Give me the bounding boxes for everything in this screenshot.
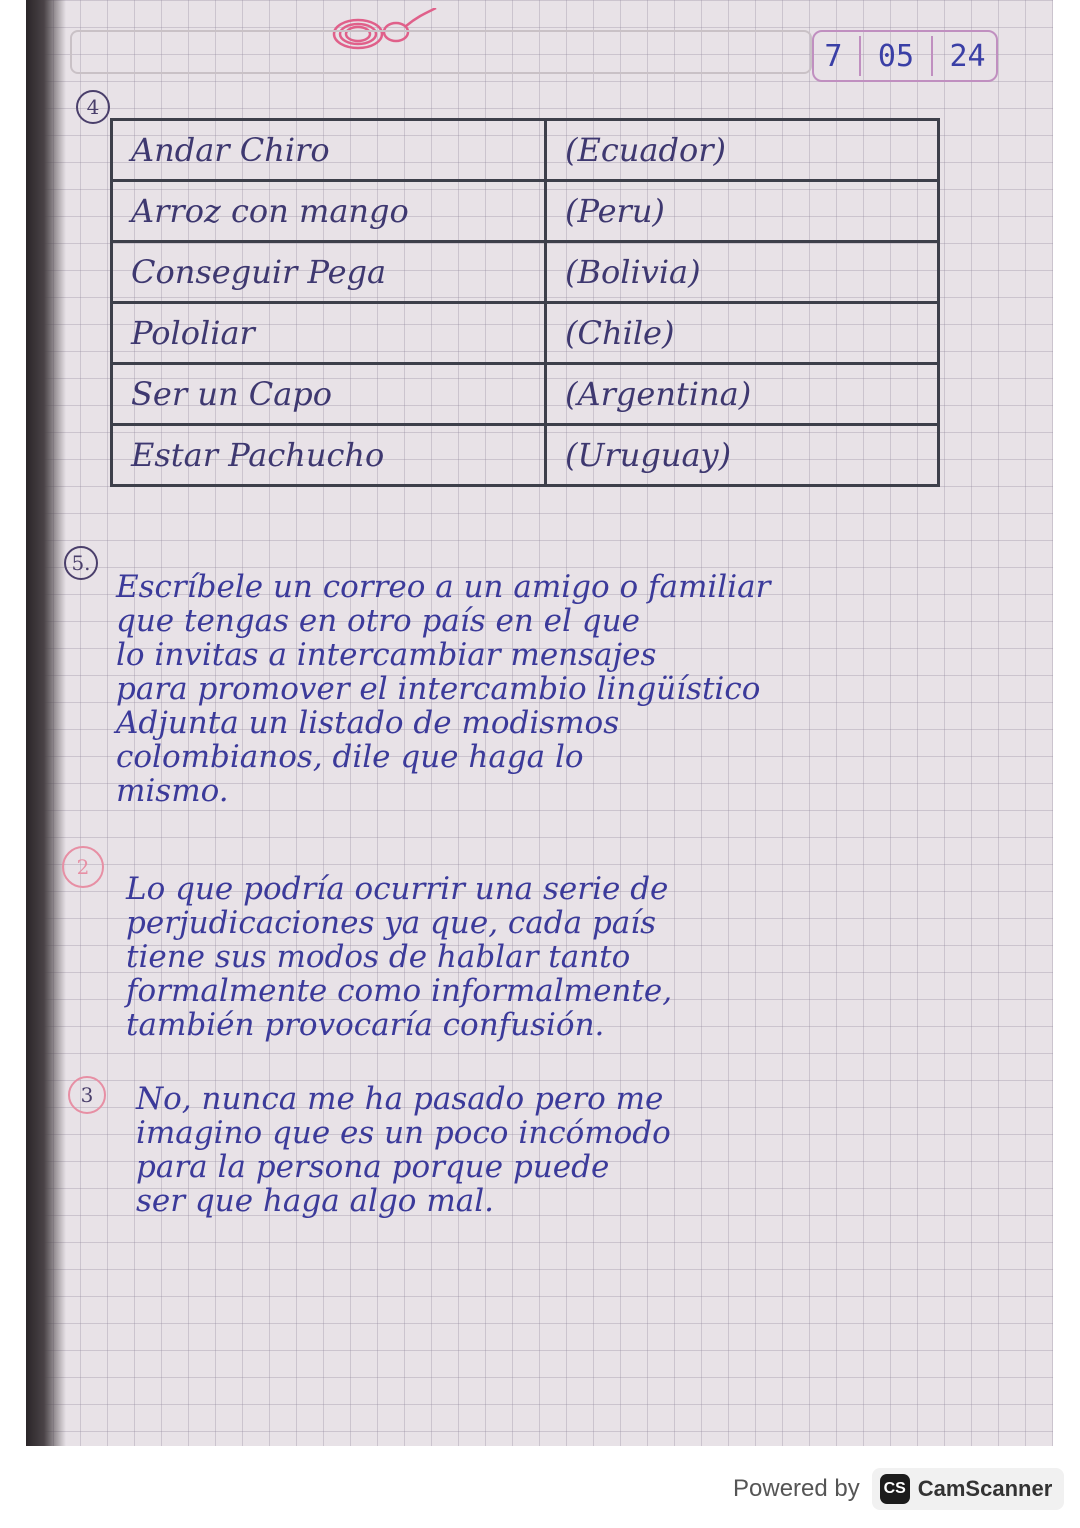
text-line: No, nunca me ha pasado pero me <box>136 1081 664 1117</box>
country-cell: (Chile) <box>546 303 939 364</box>
country-cell: (Bolivia) <box>546 242 939 303</box>
date-month: 05 <box>877 38 915 74</box>
notebook-spine <box>26 0 66 1446</box>
question-5-text <box>116 570 996 808</box>
answer-3-text <box>136 1082 936 1218</box>
expression-cell: Pololiar <box>112 303 546 364</box>
header-strip <box>70 30 812 74</box>
table-row <box>112 181 939 242</box>
camscanner-brand-name: CamScanner <box>917 1476 1053 1501</box>
text-line: perjudicaciones ya que, cada país <box>126 905 657 941</box>
country-cell: (Argentina) <box>546 364 939 425</box>
expression-cell: Conseguir Pega <box>112 242 546 303</box>
text-line: Lo que podría ocurrir una serie de <box>126 871 669 907</box>
text-line: formalmente como informalmente, <box>126 973 673 1009</box>
text-line: Escríbele un correo a un amigo o familiar <box>116 569 771 605</box>
text-line: para la persona porque puede <box>136 1149 610 1185</box>
text-line: tiene sus modos de hablar tanto <box>126 939 631 975</box>
expression-cell: Arroz con mango <box>112 181 546 242</box>
text-line: para promover el intercambio lingüístico <box>116 671 761 707</box>
expression-cell: Andar Chiro <box>112 120 546 181</box>
date-year: 24 <box>949 38 986 74</box>
text-line: colombianos, dile que haga lo <box>116 739 584 775</box>
date-divider <box>859 36 861 76</box>
question-2-number: 2 <box>62 846 104 888</box>
date-divider <box>931 36 933 76</box>
expression-cell: Estar Pachucho <box>112 425 546 486</box>
text-line: también provocaría confusión. <box>126 1007 605 1043</box>
camscanner-logo <box>872 1468 1065 1510</box>
country-cell: (Uruguay) <box>546 425 939 486</box>
expression-cell: Ser un Capo <box>112 364 546 425</box>
table-row <box>112 242 939 303</box>
table-row <box>112 120 939 181</box>
camscanner-footer <box>733 1466 1064 1512</box>
text-line: ser que haga algo mal. <box>136 1183 494 1219</box>
text-line: mismo. <box>116 773 229 809</box>
country-cell: (Ecuador) <box>546 120 939 181</box>
cs-logo-icon: CS <box>880 1474 910 1504</box>
modismos-table <box>110 118 940 487</box>
table-row <box>112 364 939 425</box>
country-cell: (Peru) <box>546 181 939 242</box>
answer-2-text <box>126 872 956 1042</box>
powered-by-label: Powered by <box>733 1475 860 1502</box>
table-row <box>112 303 939 364</box>
table-row <box>112 425 939 486</box>
text-line: imagino que es un poco incómodo <box>136 1115 671 1151</box>
text-line: lo invitas a intercambiar mensajes <box>116 637 657 673</box>
question-3-number: 3 <box>68 1076 106 1114</box>
date-box <box>812 30 998 82</box>
date-day: 7 <box>824 38 843 74</box>
question-5-number: 5. <box>64 546 98 580</box>
text-line: que tengas en otro país en el que <box>116 603 640 639</box>
text-line: Adjunta un listado de modismos <box>116 705 620 741</box>
question-4-number: 4 <box>76 90 110 124</box>
